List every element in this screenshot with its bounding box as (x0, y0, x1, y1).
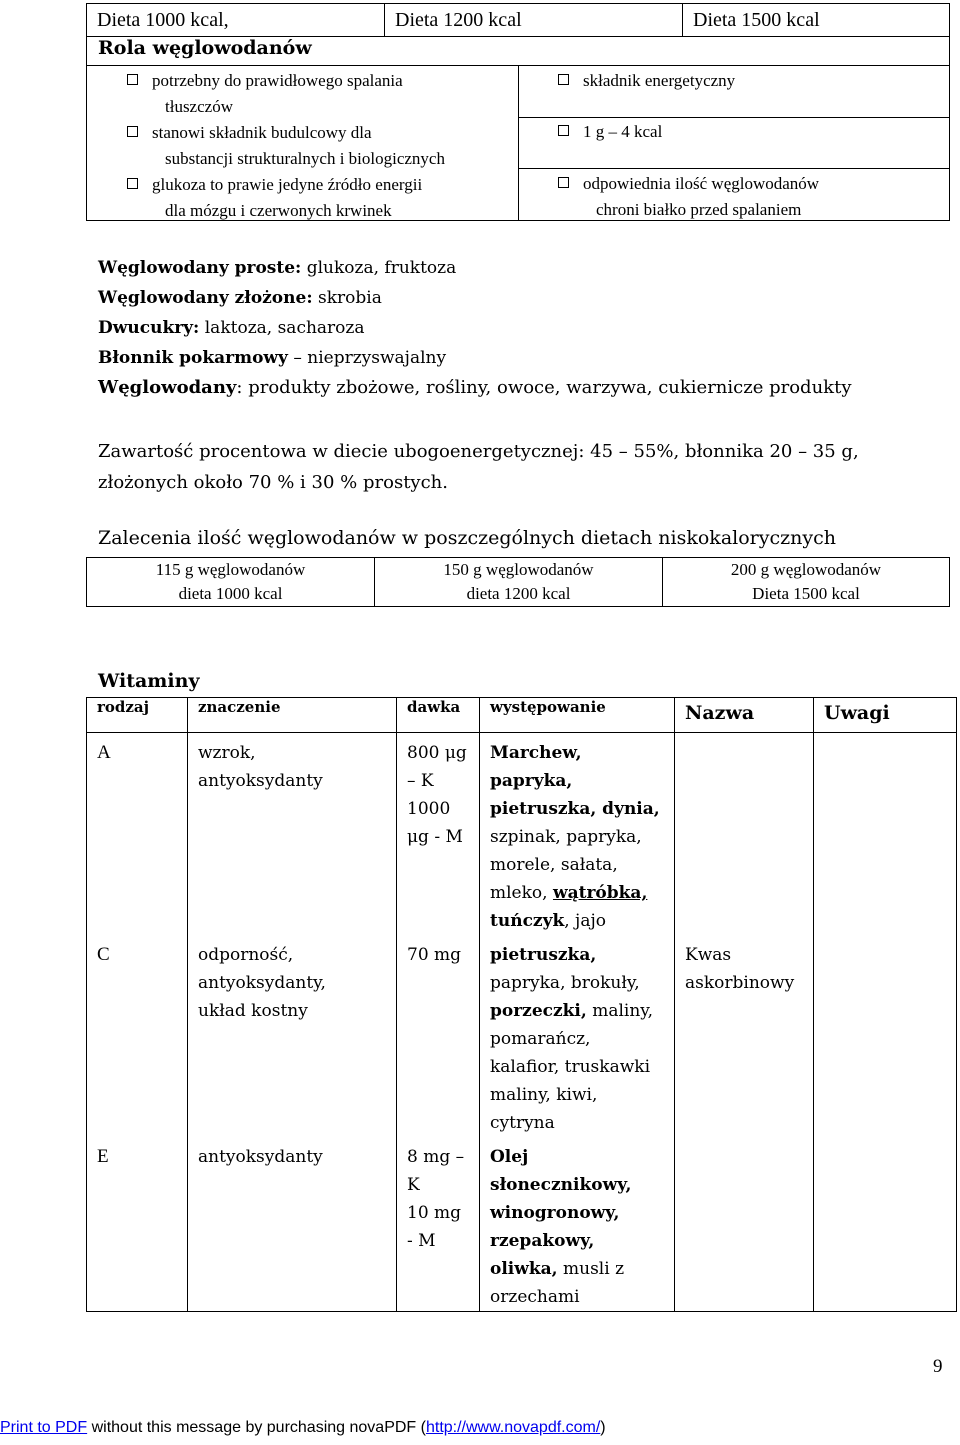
recommend-table (86, 557, 950, 607)
percent-paragraph (98, 436, 859, 498)
vitamin-name: Kwas askorbinowy (675, 935, 814, 1137)
checkbox-icon (558, 74, 569, 85)
vitamin-dose: 800 μg – K 1000 μg - M (397, 733, 480, 936)
role-item-2: stanowi składnik budulcowy dla substancji strukturalnych i biologicznych (127, 120, 445, 172)
vitamin-meaning: odporność, antyoksydanty, układ kostny (188, 935, 397, 1137)
diet-1500-label: Dieta 1500 kcal (693, 8, 820, 31)
vitamin-row-e (87, 1137, 957, 1312)
percent-line-2: złożonych około 70 % i 30 % prostych. (98, 472, 448, 493)
print-to-pdf-link[interactable]: Print to PDF (0, 1419, 88, 1436)
vitamin-row-a (87, 733, 957, 936)
roles-right-item-1: składnik energetyczny (558, 68, 735, 94)
vitamin-notes (814, 733, 957, 936)
col-header-sources: występowanie (480, 698, 675, 733)
role-item-3: glukoza to prawie jedyne źródło energii dla mózgu i czerwonych krwinek (127, 172, 445, 224)
diet-1000-label: Dieta 1000 kcal, (97, 8, 229, 31)
vitamin-type: C (87, 935, 188, 1137)
roles-divider-right-2 (518, 168, 950, 169)
carb-roles-heading: Rola węglowodanów (98, 37, 312, 59)
carb-line-complex: Węglowodany złożone: skrobia (98, 288, 382, 308)
diet-1200-cell (385, 4, 683, 37)
col-header-meaning: znaczenie (188, 698, 397, 733)
recommend-cell-1000: 115 g węglowodanów dieta 1000 kcal (87, 558, 375, 607)
diet-1000-cell (87, 4, 385, 37)
col-header-type: rodzaj (87, 698, 188, 733)
diet-1200-label: Dieta 1200 kcal (395, 8, 522, 31)
roles-divider-right-1 (518, 117, 950, 118)
vitamins-table (86, 697, 957, 1312)
carb-line-simple: Węglowodany proste: glukoza, fruktoza (98, 258, 457, 278)
diet-1500-cell (683, 4, 950, 37)
col-header-dose: dawka (397, 698, 480, 733)
checkbox-icon (127, 178, 138, 189)
carb-types-list (98, 253, 851, 403)
checkbox-icon (127, 126, 138, 137)
roles-left-list (127, 68, 445, 224)
percent-line-1: Zawartość procentowa w diecie ubogoenergetycznej: 45 – 55%, błonnika 20 – 35 g, (98, 441, 859, 462)
checkbox-icon (558, 125, 569, 136)
vitamin-sources: Marchew, papryka, pietruszka, dynia, szpinak, papryka, morele, sałata, mleko, wątróbka, tuńczyk, jajo (480, 733, 675, 936)
vitamin-dose: 70 mg (397, 935, 480, 1137)
vitamin-sources: pietruszka, papryka, brokuły, porzeczki, maliny, pomarańcz, kalafior, truskawki maliny, kiwi, cytryna (480, 935, 675, 1137)
vitamin-meaning: antyoksydanty (188, 1137, 397, 1312)
roles-right-item-2: 1 g – 4 kcal (558, 119, 662, 145)
vitamin-name (675, 733, 814, 936)
roles-right-item-3: odpowiednia ilość węglowodanów chroni białko przed spalaniem (558, 171, 819, 223)
footer-text: without this message by purchasing novaPDF ( (87, 1419, 426, 1436)
carb-line-fiber: Błonnik pokarmowy – nieprzyswajalny (98, 348, 447, 368)
page-number: 9 (933, 1356, 943, 1377)
recommend-title: Zalecenia ilość węglowodanów w poszczególnych dietach niskokalorycznych (98, 527, 836, 549)
diet-header-table (86, 3, 950, 37)
recommend-cell-1500: 200 g węglowodanów Dieta 1500 kcal (663, 558, 950, 607)
col-header-notes: Uwagi (814, 698, 957, 733)
carb-line-disaccharides: Dwucukry: laktoza, sacharoza (98, 318, 365, 338)
vitamin-dose: 8 mg – K 10 mg - M (397, 1137, 480, 1312)
roles-divider-v (518, 65, 519, 221)
vitamin-name (675, 1137, 814, 1312)
recommend-cell-1200: 150 g węglowodanów dieta 1200 kcal (375, 558, 663, 607)
checkbox-icon (558, 177, 569, 188)
vitamin-meaning: wzrok, antyoksydanty (188, 733, 397, 936)
carb-line-sources: Węglowodany: produkty zbożowe, rośliny, owoce, warzywa, cukiernicze produkty (98, 377, 852, 398)
footer-end: ) (600, 1419, 606, 1436)
checkbox-icon (127, 74, 138, 85)
vitamins-title: Witaminy (98, 670, 200, 692)
vitamin-notes (814, 935, 957, 1137)
vitamin-type: E (87, 1137, 188, 1312)
role-item-1: potrzebny do prawidłowego spalania tłuszczów (127, 68, 445, 120)
novapdf-link[interactable]: http://www.novapdf.com/ (425, 1419, 601, 1436)
vitamin-sources: Olej słonecznikowy, winogronowy, rzepakowy, oliwka, musli z orzechami (480, 1137, 675, 1312)
vitamin-notes (814, 1137, 957, 1312)
vitamin-type: A (87, 733, 188, 936)
col-header-name: Nazwa (675, 698, 814, 733)
vitamin-row-c (87, 935, 957, 1137)
pdf-footer (0, 1419, 606, 1437)
